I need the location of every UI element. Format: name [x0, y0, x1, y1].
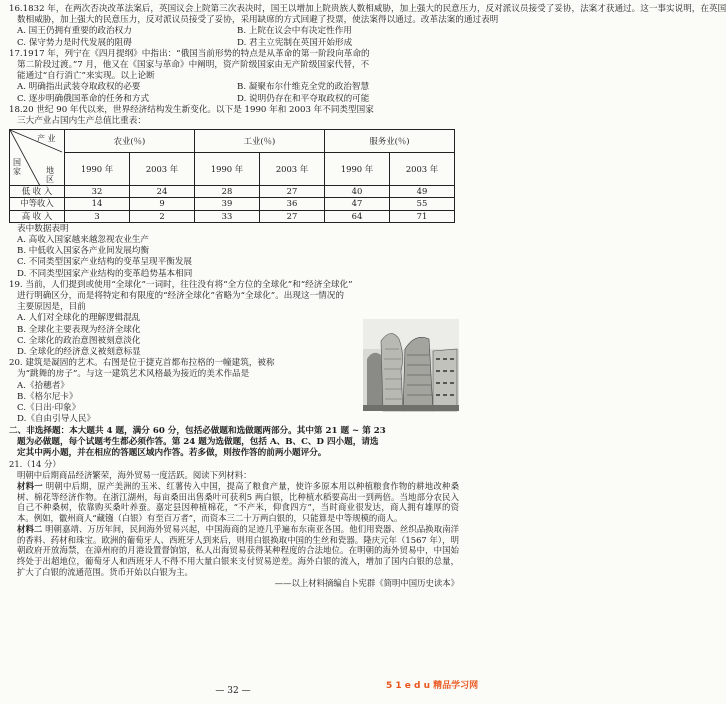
q20-line1: 20. 建筑是凝固的艺术。右图是位于捷克首都布拉格的一幢建筑，被称: [9, 358, 275, 369]
year-header: 1990 年: [325, 153, 390, 186]
header-services: 服务业(％): [325, 130, 455, 153]
q16-stem-line1: 16.1832 年，在两次否决改革法案后，英国议会上院第三次表决时，国王以增加上院贵族人数相威胁，加上强大的民意压力，反对派议员接受了妥协，法案才获通过。这一事实说明，在英国: [9, 4, 726, 14]
q18-option-c: C. 不同类型国家产业结构的变革呈现平衡发展: [17, 257, 193, 268]
q17-line2: 第二阶段过渡。”7 月，他又在《国家与革命》中阐明，资产阶级国家由无产阶级国家代替，不: [17, 60, 370, 71]
q17-option-a: A. 明确指出武装夺取政权的必要: [17, 82, 141, 93]
header-agriculture: 农业(％): [65, 130, 195, 153]
material-one-text: 明朝中后期，原产美洲的玉米、红薯传入中国，提高了粮食产量，使许多原本用以种植粮食作物的耕地改种桑树、棉花等经济作物。在浙江湖州，每亩桑田出售桑叶可获利5 两白银，比种植水稻要高出一到两倍。当地部分农民入自己不种桑树，依靠购买桑叶养蚕。嘉定县因种植棉花，“不产米，仰食四方”，当时商业很发达，商人拥有雄厚的资本。例如，徽州商人“藏镪（白银）有至百万者”，而资本三二十万两白银的，只能算是中等规模的商人。: [17, 480, 459, 524]
q19-option-b: B. 全球化主要表现为经济全球化: [17, 324, 141, 335]
year-header: 2003 年: [130, 153, 195, 186]
corner-label-industry: 产 业: [37, 134, 56, 144]
table-cell: 36: [260, 198, 325, 210]
question-16: [9, 4, 726, 49]
q17-line1: 17.1917 年，列宁在《四月提纲》中指出：“俄国当前形势的特点是从革命的第一阶段向革命的: [9, 48, 370, 59]
table-cell: 49: [390, 186, 455, 198]
table-cell: 71: [390, 210, 455, 222]
table-cell: 3: [65, 210, 130, 222]
q19-line2: 进行明确区分，而是将特定和有限度的“经济全球化”省略为“全球化”。出现这一情况的: [17, 291, 344, 302]
q16-option-a: A. 国王仍拥有重要的政治权力: [17, 26, 132, 37]
table-cell: 2: [130, 210, 195, 222]
q16-option-c: C. 保守势力是时代发展的阻碍: [17, 37, 132, 48]
q18-line2: 三大产业占国内生产总值比重表：: [17, 116, 146, 127]
q18-option-d: D. 不同类型国家产业结构的变革趋势基本相同: [17, 268, 193, 279]
table-cell: 32: [65, 186, 130, 198]
material-two: [9, 524, 459, 578]
table-cell: 9: [130, 198, 195, 210]
table-cell: 47: [325, 198, 390, 210]
row-label: 中等收入: [10, 198, 65, 210]
q17-option-c: C. 逐步明确俄国革命的任务和方式: [17, 93, 150, 104]
table-cell: 27: [260, 186, 325, 198]
material-one-label: 材料一: [17, 480, 43, 491]
table-row-middle-income: [10, 198, 455, 210]
q16-stem-line2: 数相威胁，加上强大的民意压力，反对派议员接受了妥协，采用缺席的方式回避了投票，使法案得以通过。改革法案的通过表明: [17, 15, 499, 26]
row-label: 低 收 入: [10, 186, 65, 198]
section-two-line3: 定其中两小题，并在相应的答题区域内作答。若多做，则按作答的前两小题评分。: [17, 447, 327, 458]
industry-share-table: [9, 129, 455, 223]
q21-heading: 21.（14 分）: [9, 459, 61, 470]
question-19: [9, 280, 459, 314]
question-21: [9, 459, 459, 589]
exam-page: [9, 4, 726, 589]
header-industry: 工业(％): [195, 130, 325, 153]
q16-option-d: D. 君主立宪制在英国开始形成: [237, 37, 353, 48]
year-header: 1990 年: [65, 153, 130, 186]
row-label: 高 收 入: [10, 210, 65, 222]
section-two-instructions: [9, 426, 459, 460]
q17-line3: 能通过“自行消亡”来实现。以上论断: [17, 71, 155, 82]
q19-option-d: D. 全球化的经济意义被刻意标显: [17, 347, 141, 358]
table-cell: 55: [390, 198, 455, 210]
material-source: ——以上材料摘编自卜宪群《简明中国历史读本》: [274, 577, 459, 588]
question-18: [9, 105, 459, 280]
section-two-line1: 二、非选择题：本大题共 4 题，满分 60 分，包括必做题和选做题两部分。其中第 21 题 ~ 第 23: [9, 425, 386, 436]
q20-line2: 为“跳舞的房子”。与这一建筑艺术风格最为接近的美术作品是: [17, 369, 250, 380]
q20-option-d: D.《自由引导人民》: [17, 414, 96, 425]
q19-option-a: A. 人们对全球化的理解逻辑混乱: [17, 313, 141, 324]
section-two-line2: 题为必做题，每个试题考生都必须作答。第 24 题为选做题，包括 A、B、C、D 四小题，请选: [17, 436, 379, 447]
q20-option-b: B.《格尔尼卡》: [17, 391, 78, 402]
corner-label-country: 国家: [13, 158, 21, 177]
q17-options: [9, 82, 459, 104]
table-cell: 27: [260, 210, 325, 222]
site-watermark-logo: 5 1 e d u 精品学习网: [386, 681, 479, 691]
dancing-house-photo: [363, 319, 459, 411]
material-two-label: 材料二: [17, 523, 43, 534]
material-two-text: 明朝嘉靖、万历年间，民间海外贸易兴起，中国海商的足迹几乎遍布东南亚各国。他们用瓷器、丝织品换取南洋的香料、药材和珠宝。欧洲的葡萄牙人、西班牙人到来后，则用白银换取中国的生丝和瓷器。隆庆元年（1567 年），明朝政府开放海禁，在漳州府的月港设置督饷馆，私人出海贸易获得某种程度的合法地位。在明朝的海外贸易中，中国始终处于出超地位，葡萄牙人和西班牙人不得不用大量白银来支付贸易逆差。海外白银的流入，增加了国内白银的总量，扩大了白银的流通范围。货币开始以白银为主。: [17, 523, 460, 578]
q19-line1: 19. 当前，人们提到或使用“全球化”一词时，往往没有将“全方位的全球化”和“经济全球化”: [9, 279, 353, 290]
q19-q20-block: [9, 313, 459, 425]
material-one: [9, 481, 459, 524]
q19-line3: 主要原因是，目前: [17, 302, 86, 313]
q16-option-b: B. 上院在议会中有决定性作用: [237, 26, 352, 37]
q18-option-b: B. 中低收入国家各产业间发展均衡: [17, 246, 150, 257]
q21-intro: 明朝中后期商品经济繁荣，海外贸易一度活跃。阅读下列材料：: [17, 469, 252, 480]
corner-label-region: 地 区: [46, 166, 54, 185]
table-corner-cell: [10, 130, 65, 186]
q18-after-table: 表中数据表明: [17, 223, 69, 234]
question-17: [9, 49, 459, 105]
year-header: 2003 年: [260, 153, 325, 186]
q17-option-b: B. 凝聚布尔什维克全党的政治智慧: [237, 82, 370, 93]
table-cell: 39: [195, 198, 260, 210]
table-cell: 64: [325, 210, 390, 222]
table-cell: 28: [195, 186, 260, 198]
table-row-low-income: [10, 186, 455, 198]
table-cell: 40: [325, 186, 390, 198]
q18-option-a: A. 高收入国家越来越忽视农业生产: [17, 235, 149, 246]
year-header: 1990 年: [195, 153, 260, 186]
year-header: 2003 年: [390, 153, 455, 186]
q20-option-a: A.《拾穗者》: [17, 380, 69, 391]
q20-option-c: C.《日出·印象》: [17, 403, 81, 414]
q18-line1: 18.20 世纪 90 年代以来，世界经济结构发生新变化。以下是 1990 年和 2003 年不同类型国家: [9, 104, 374, 115]
q19-q20-text: [9, 313, 359, 425]
q19-option-c: C. 全球化的政治意图被刻意淡化: [17, 335, 141, 346]
table-cell: 33: [195, 210, 260, 222]
page-number: — 32 —: [215, 686, 251, 696]
q16-options: [9, 26, 459, 48]
q17-option-d: D. 说明仍存在和平夺取政权的可能: [237, 93, 370, 104]
table-row-high-income: [10, 210, 455, 222]
table-cell: 14: [65, 198, 130, 210]
table-cell: 24: [130, 186, 195, 198]
